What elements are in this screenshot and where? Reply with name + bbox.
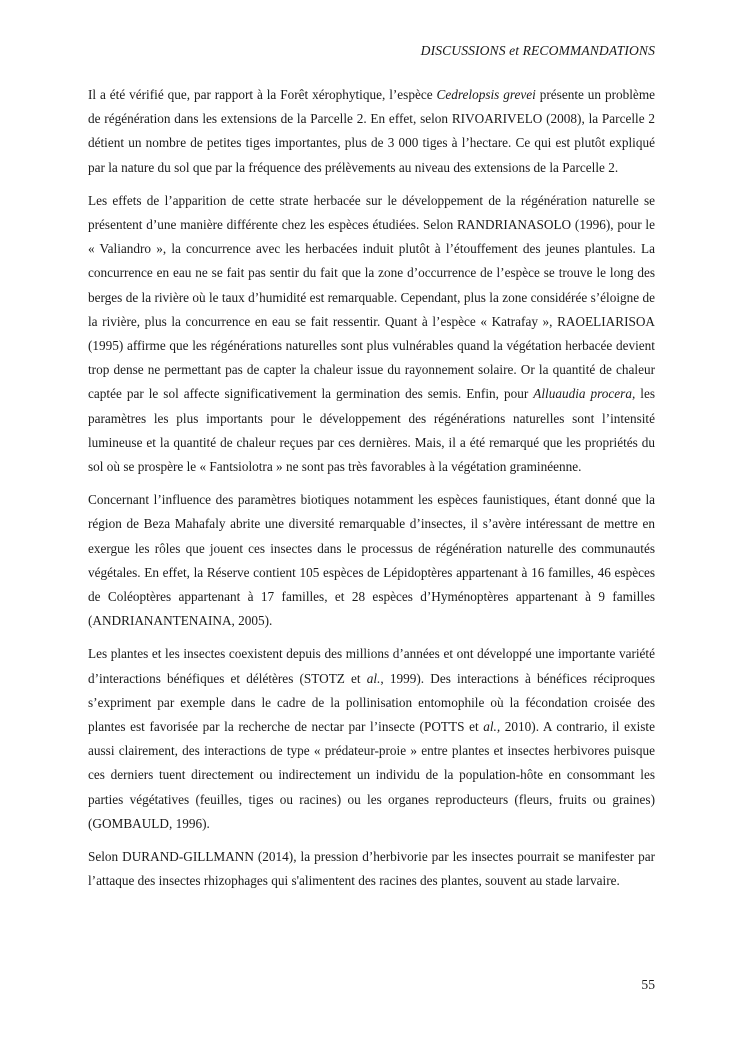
citation-al: al. [366, 670, 381, 686]
paragraph-herbaceous-stratum [88, 189, 655, 479]
text-span: Concernant l’influence des paramètres biotiques notamment les espèces faunistiques, étant donné que la région de Beza Mahafaly abrite une diversité remarquable d’insectes, il s’avère intéressant de mettre en exergue les rôles que jouent ces insectes dans le processus de régénération naturelle des communautés végétales. En effet, la Réserve contient 105 espèces de Lépidoptères appartenant à 16 familles, 46 espèces de Coléoptères appartenant à 17 familles, et 28 espèces d’Hyménoptères appartenant à 9 familles (ANDRIANANTENAINA, 2005). [88, 492, 655, 629]
citation-al: al., [483, 719, 501, 735]
text-span: Il a été vérifié que, par rapport à la Forêt xérophytique, l’espèce [88, 87, 437, 102]
text-span: Selon DURAND-GILLMANN (2014), la pression d’herbivorie par les insectes pourrait se manifester par l’attaque des insectes rhizophages qui s'alimentent des racines des plantes, souvent au stade larvaire. [88, 849, 655, 889]
paragraph-herbivory-pressure [88, 845, 655, 893]
text-span: Les plantes et les insectes coexistent depuis des millions d’années et ont développé une importante variété d’interactions bénéfiques et délétères (STOTZ et [88, 646, 655, 686]
paragraph-biotic-parameters [88, 488, 655, 633]
body-text [88, 83, 655, 903]
text-span: les paramètres les plus importants pour le développement des régénérations naturelles sont l’intensité lumineuse et la quantité de chaleur reçues par ces dernières. Mais, il a été remarqué que les propriétés du sol où se prospère le « Fantsiolotra » ne sont pas très favorables à la végétation graminéenne. [88, 386, 655, 475]
text-span: présente un problème de régénération dans les extensions de la Parcelle 2. En effet, selon RIVOARIVELO (2008), la Parcelle 2 détient un nombre de petites tiges importantes, plus de 3 000 tiges à l’hectare. Ce qui est plutôt expliqué par la nature du sol que par la fréquence des prélèvements au niveau des extensions de la Parcelle 2. [88, 87, 656, 175]
paragraph-plant-insect-interactions [88, 642, 655, 836]
species-name: Alluaudia procera, [533, 386, 636, 402]
running-header: DISCUSSIONS et RECOMMANDATIONS [420, 43, 655, 58]
paragraph-cedrelopsis [88, 83, 655, 180]
species-name: Cedrelopsis grevei [436, 87, 536, 102]
text-span: Les effets de l’apparition de cette strate herbacée sur le développement de la régénération naturelle se présentent d’une manière différente chez les espèces étudiées. Selon RANDRIANASOLO (1996), pour le « Valiandro », la concurrence avec les herbacées induit plutôt à l’étouffement des jeunes plantules. La concurrence en eau ne se fait pas sentir du fait que la zone d’occurrence de l’espèce se trouve le long des berges de la rivière où le taux d’humidité est remarquable. Cependant, plus la zone considérée s’éloigne de la rivière, plus la concurrence en eau se fait ressentir. Quant à l’espèce « Katrafay », RAOELIARISOA (1995) affirme que les régénérations naturelles sont plus vulnérables quand la végétation herbacée devient trop dense ne permettant pas de capter la chaleur issue du rayonnement solaire. Or la quantité de chaleur captée par le sol affecte significativement la germination des semis. Enfin, pour [88, 192, 655, 402]
text-span: , 1999). Des interactions à bénéfices réciproques s’expriment par exemple dans le cadre de la pollinisation entomophile où la fécondation croisée des plantes est favorisée par la recherche de nectar par l’insecte (POTTS et [88, 670, 656, 735]
text-span: 2010). A contrario, il existe aussi clairement, des interactions de type « prédateur-proie » entre plantes et insectes herbivores puisque ces derniers tuent directement ou indirectement un individu de la population-hôte en consommant les parties végétatives (feuilles, tiges ou racines) ou les organes reproducteurs (fleurs, fruits ou graines) (GOMBAULD, 1996). [88, 719, 655, 831]
page-number: 55 [641, 977, 655, 992]
